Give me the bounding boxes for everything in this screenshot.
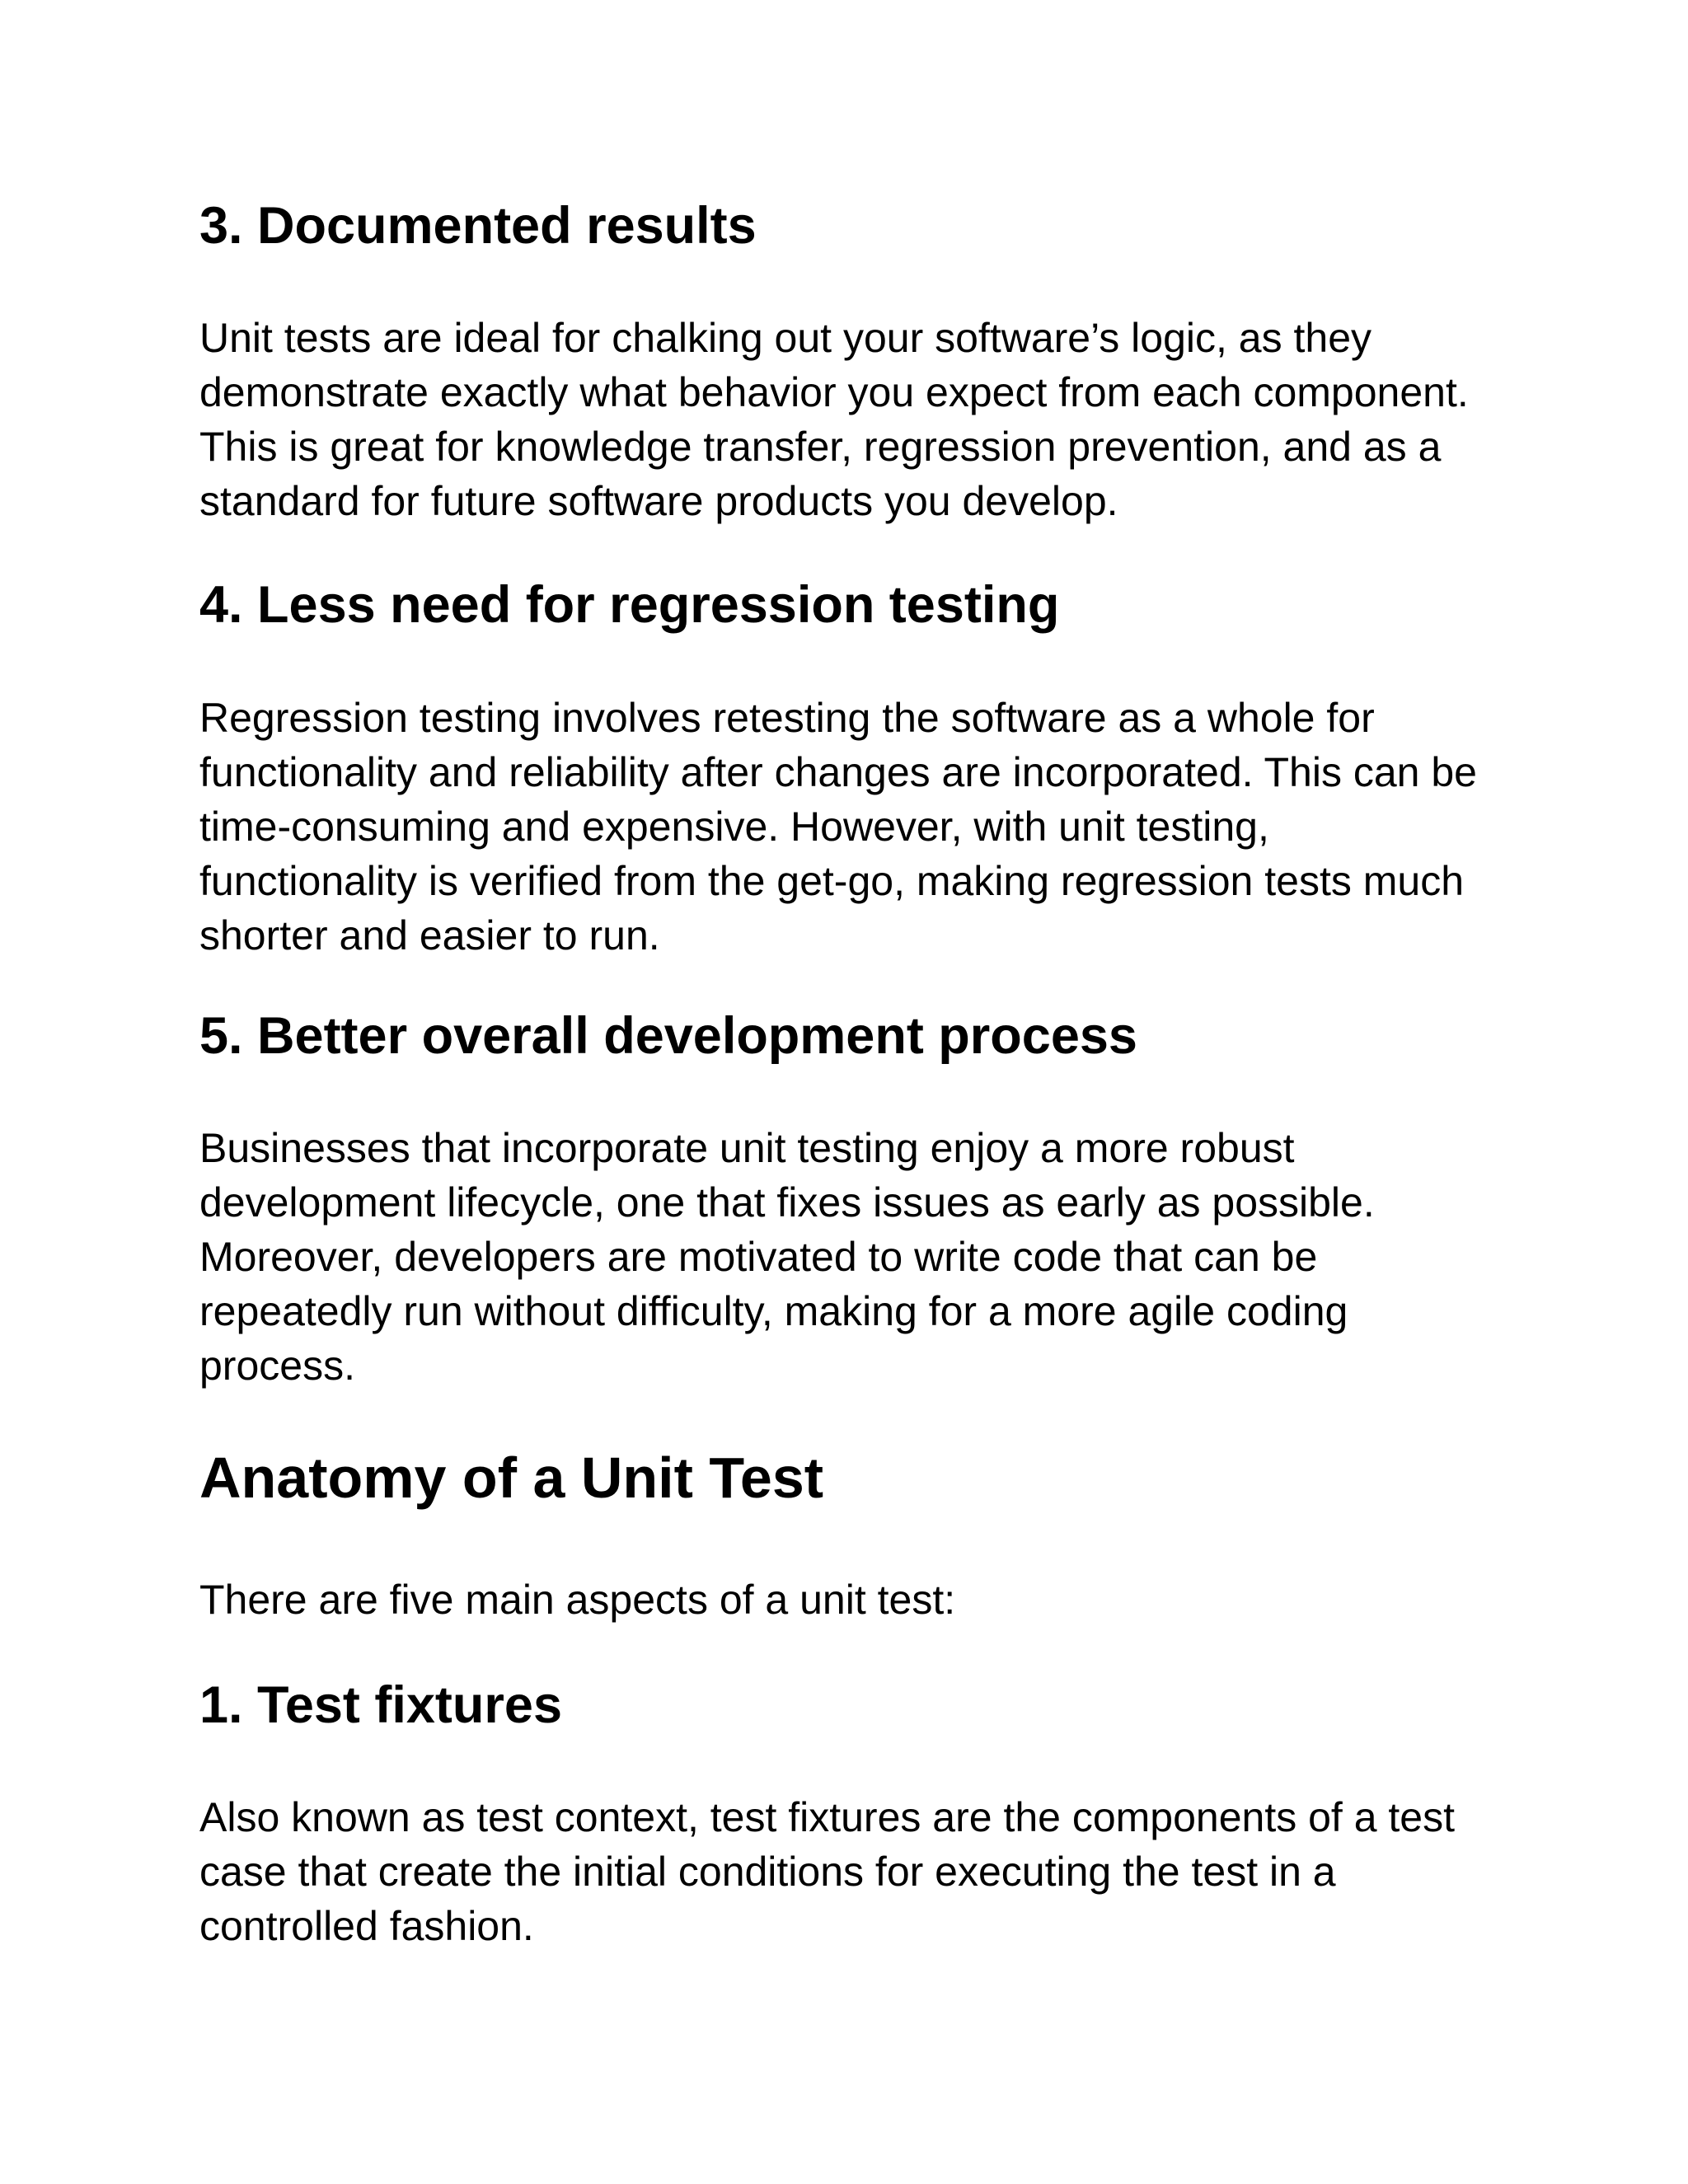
paragraph-line: Unit tests are ideal for chalking out your software’s logic, as they [199, 315, 1372, 361]
section-paragraph-documented-results [199, 311, 1502, 528]
subsection-heading-test-fixtures: 1. Test fixtures [199, 1676, 562, 1734]
anatomy-intro [199, 1572, 1502, 1627]
paragraph-line: Moreover, developers are motivated to write code that can be [199, 1234, 1318, 1280]
paragraph-line: time-consuming and expensive. However, with unit testing, [199, 804, 1269, 850]
subsection-paragraph-test-fixtures [199, 1790, 1502, 1953]
paragraph-line: This is great for knowledge transfer, regression prevention, and as a [199, 424, 1442, 470]
paragraph-line: controlled fashion. [199, 1903, 534, 1949]
section-paragraph-development-process [199, 1121, 1502, 1393]
paragraph-line: standard for future software products you develop. [199, 478, 1118, 524]
section-paragraph-regression-testing [199, 691, 1502, 963]
paragraph-line: case that create the initial conditions for executing the test in a [199, 1849, 1336, 1895]
section-heading-regression-testing: 4. Less need for regression testing [199, 576, 1060, 634]
paragraph-line: process. [199, 1343, 355, 1389]
paragraph-line: functionality and reliability after changes are incorporated. This can be [199, 749, 1477, 795]
paragraph-line: repeatedly run without difficulty, making for a more agile coding [199, 1288, 1348, 1334]
paragraph-line: Regression testing involves retesting the software as a whole for [199, 695, 1375, 741]
paragraph-line: Businesses that incorporate unit testing enjoy a more robust [199, 1125, 1295, 1171]
paragraph-line: Also known as test context, test fixtures are the components of a test [199, 1794, 1455, 1840]
paragraph-line: development lifecycle, one that fixes issues as early as possible. [199, 1179, 1375, 1226]
paragraph-line: There are five main aspects of a unit test: [199, 1577, 956, 1623]
section-heading-development-process: 5. Better overall development process [199, 1007, 1137, 1065]
paragraph-line: demonstrate exactly what behavior you expect from each component. [199, 369, 1469, 415]
paragraph-line: functionality is verified from the get-go, making regression tests much [199, 858, 1465, 904]
anatomy-heading: Anatomy of a Unit Test [199, 1446, 824, 1510]
section-heading-documented-results: 3. Documented results [199, 197, 757, 255]
paragraph-line: shorter and easier to run. [199, 912, 660, 958]
